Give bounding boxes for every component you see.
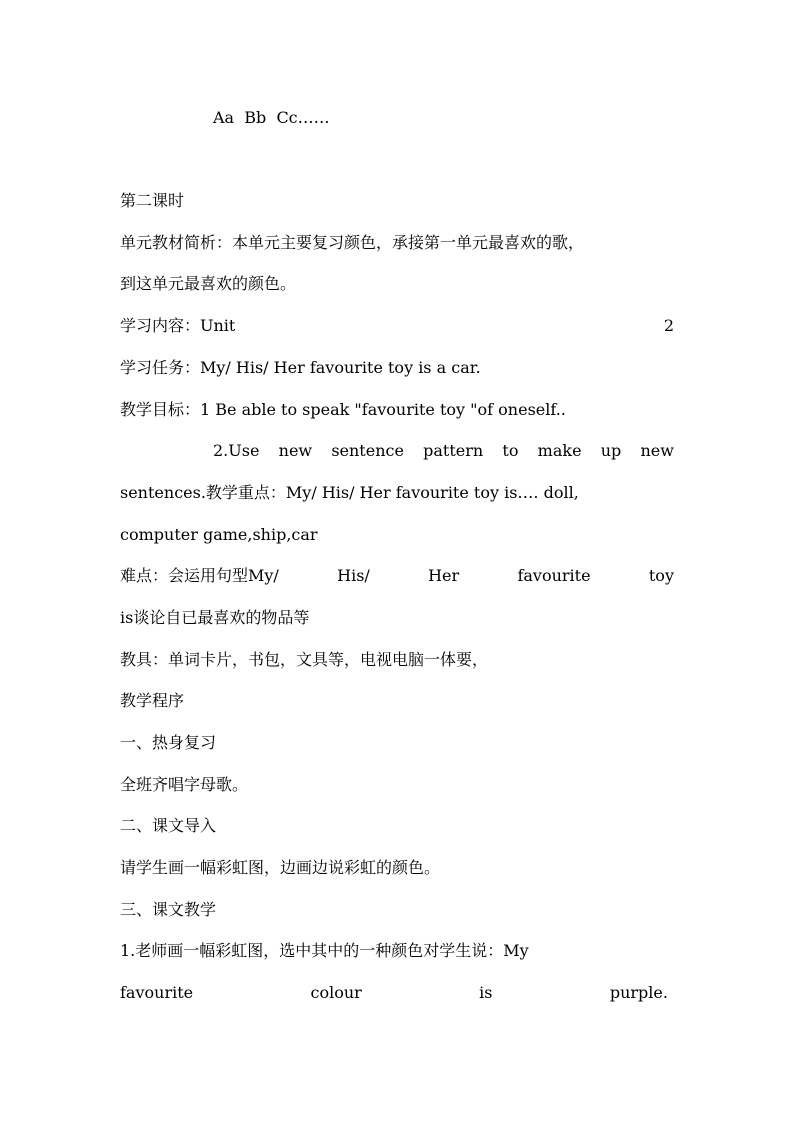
step-3-sentence	[120, 981, 668, 1005]
word: 2.Use	[213, 441, 260, 460]
learning-content-label: 学习内容：Unit	[120, 316, 236, 335]
step-3-text: 1.老师画一幅彩虹图，选中其中的一种颜色对学生说：My	[120, 941, 529, 960]
word: purple.	[609, 983, 668, 1002]
difficulty-line	[120, 564, 674, 588]
step-3-heading: 三、课文教学	[120, 900, 217, 919]
procedure-heading: 教学程序	[120, 691, 185, 710]
lesson-title: 第二课时	[120, 191, 185, 210]
teaching-aids: 教具：单词卡片，书包，文具等，电视电脑一体要，	[120, 650, 489, 669]
unit-analysis-line-2: 到这单元最喜欢的颜色。	[120, 274, 297, 293]
teaching-key-points-cont: computer game,ship,car	[120, 525, 318, 544]
difficulty-cont: is谈论自已最喜欢的物品等	[120, 608, 310, 627]
word: new	[640, 441, 674, 460]
teaching-goal-2	[213, 439, 674, 463]
word: favourite	[120, 983, 194, 1002]
step-1-heading: 一、热身复习	[120, 733, 217, 752]
step-1-text: 全班齐唱字母歌。	[120, 775, 249, 794]
word: His/	[337, 566, 370, 585]
learning-content-unit: 2	[663, 316, 674, 335]
word: toy	[648, 566, 674, 585]
word: 难点：会运用句型My/	[120, 566, 279, 585]
teaching-goal-1: 教学目标：1 Be able to speak "favourite toy "of oneself..	[120, 400, 566, 419]
unit-analysis-line-1: 单元教材简析：本单元主要复习颜色，承接第一单元最喜欢的歌，	[120, 233, 585, 252]
alphabet-line: Aa Bb Cc……	[213, 108, 330, 127]
teaching-key-points: sentences.教学重点：My/ His/ Her favourite toy is…. doll,	[120, 483, 579, 502]
word: sentence	[331, 441, 404, 460]
word: is	[479, 983, 493, 1002]
word: to	[502, 441, 519, 460]
learning-task: 学习任务：My/ His/ Her favourite toy is a car.	[120, 358, 481, 377]
word: new	[278, 441, 313, 460]
word: up	[600, 441, 622, 460]
word: favourite	[517, 566, 591, 585]
step-2-heading: 二、课文导入	[120, 816, 217, 835]
step-2-text: 请学生画一幅彩虹图，边画边说彩虹的颜色。	[120, 858, 441, 877]
word: Her	[428, 566, 460, 585]
word: pattern	[423, 441, 484, 460]
word: colour	[310, 983, 362, 1002]
word: make	[537, 441, 582, 460]
learning-content-line	[120, 314, 674, 338]
